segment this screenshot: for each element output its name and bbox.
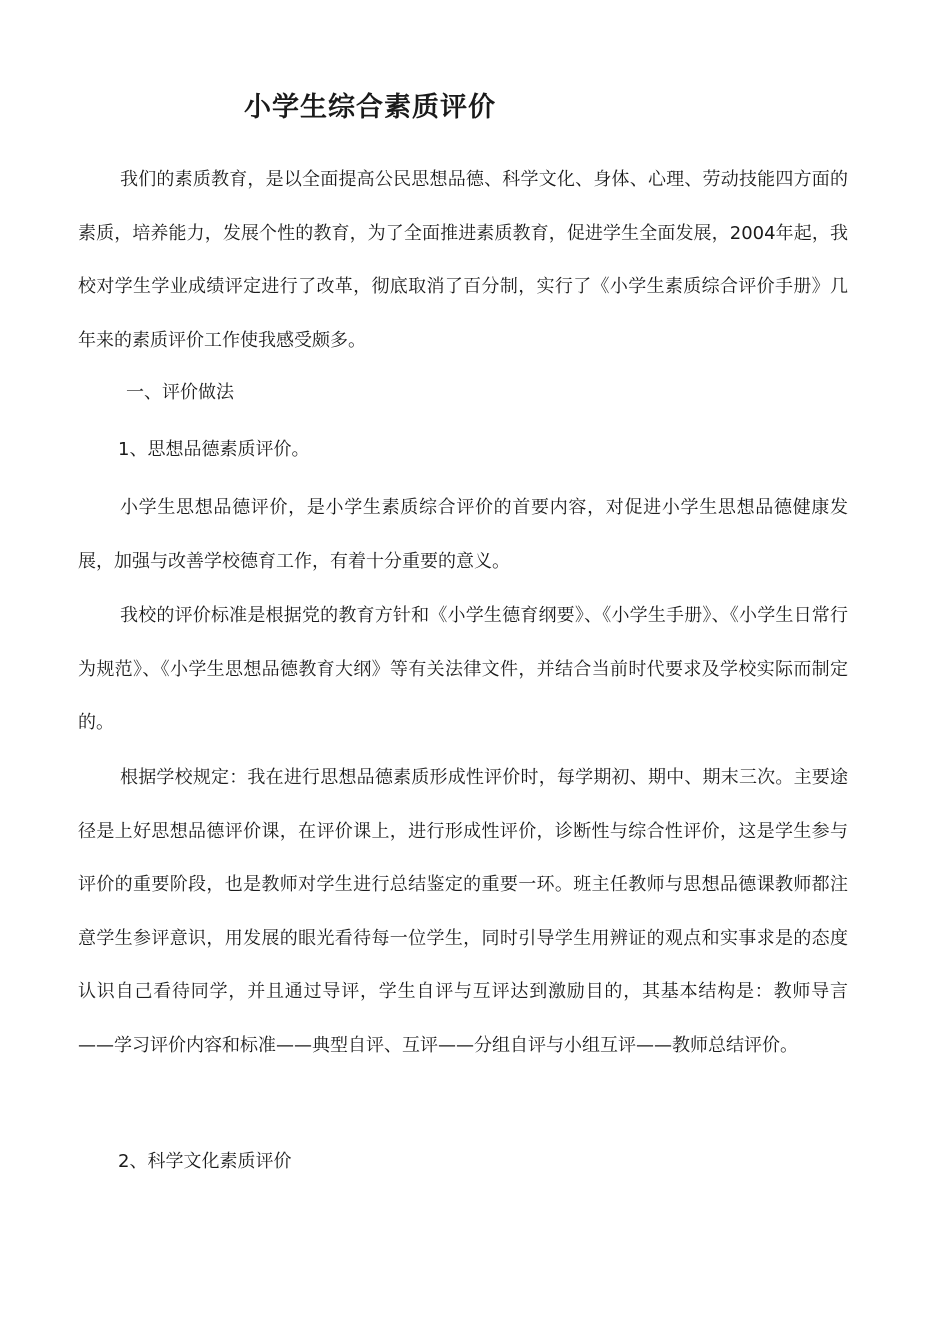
intro-paragraph: 我们的素质教育，是以全面提高公民思想品德、科学文化、身体、心理、劳动技能四方面的素质，培养能力，发展个性的教育，为了全面推进素质教育，促进学生全面发展，2004年起，我校对学生学业成绩评定进行了改革，彻底取消了百分制，实行了《小学生素质综合评价手册》几年来的素质评价工作使我感受颇多。 [78,169,848,351]
paragraph-moral-evaluation-importance: 小学生思想品德评价，是小学生素质综合评价的首要内容，对促进小学生思想品德健康发展，加强与改善学校德育工作，有着十分重要的意义。 [78,497,848,572]
subsection-heading-moral-quality: 1、思想品德素质评价。 [118,439,310,460]
document-title: 小学生综合素质评价 [244,92,496,123]
paragraph-evaluation-process: 根据学校规定：我在进行思想品德素质形成性评价时，每学期初、期中、期末三次。主要途径是上好思想品德评价课，在评价课上，进行形成性评价，诊断性与综合性评价，这是学生参与评价的重要阶段，也是教师对学生进行总结鉴定的重要一环。班主任教师与思想品德课教师都注意学生参评意识，用发展的眼光看待每一位学生，同时引导学生用辨证的观点和实事求是的态度认识自己看待同学，并且通过导评，学生自评与互评达到激励目的，其基本结构是：教师导言——学习评价内容和标准——典型自评、互评——分组自评与小组互评——教师总结评价。 [78,767,848,1056]
subsection-heading-science-culture: 2、科学文化素质评价 [118,1151,292,1172]
section-heading-evaluation-method: 一、评价做法 [126,382,234,403]
paragraph-evaluation-standard: 我校的评价标准是根据党的教育方针和《小学生德育纲要》、《小学生手册》、《小学生日常行为规范》、《小学生思想品德教育大纲》等有关法律文件，并结合当前时代要求及学校实际而制定的。 [78,605,848,734]
